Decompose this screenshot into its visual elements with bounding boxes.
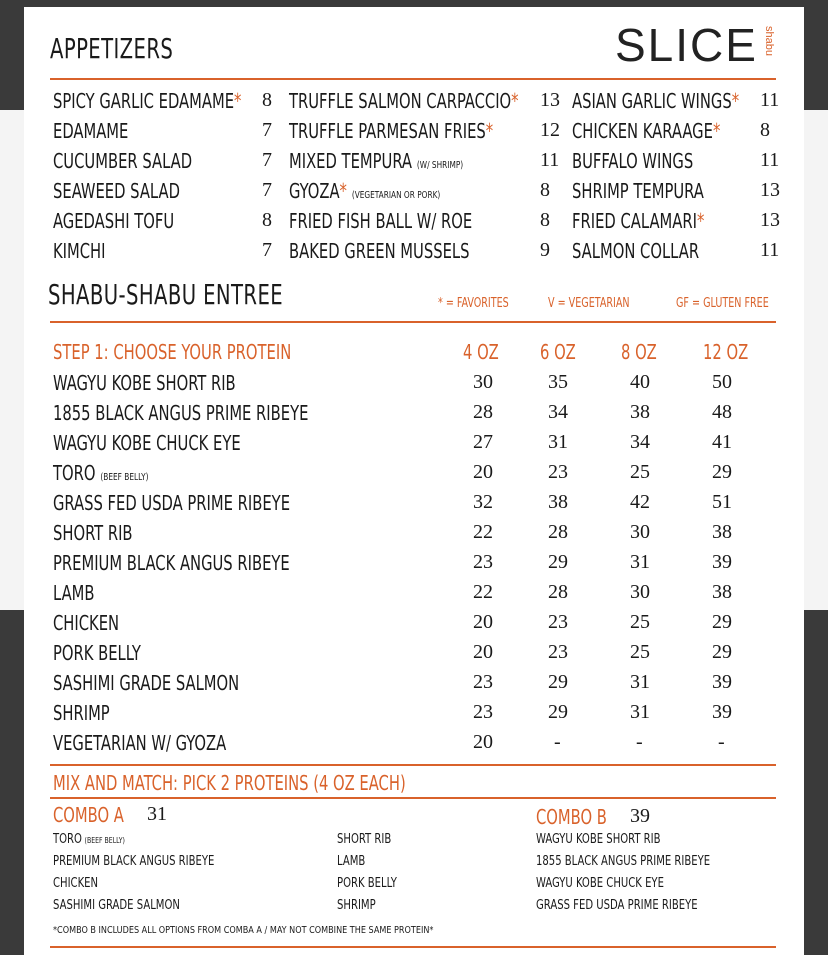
appetizer-price: 11 (760, 149, 780, 171)
protein-price: 25 (630, 461, 650, 483)
protein-price: 42 (630, 491, 650, 513)
combo-a-item: SHORT RIB (337, 832, 392, 847)
protein-price: 20 (473, 611, 493, 633)
entree-title: SHABU-SHABU ENTREE (48, 278, 284, 311)
logo-slice: SLICE (615, 19, 758, 71)
protein-price: - (554, 731, 561, 753)
background-page-left (0, 110, 24, 610)
protein-price: 34 (630, 431, 650, 453)
protein-name (53, 641, 141, 665)
appetizer-name: BAKED GREEN MUSSELS (289, 239, 470, 263)
protein-price: 25 (630, 641, 650, 663)
protein-price: 31 (630, 701, 650, 723)
protein-price: 23 (548, 611, 568, 633)
appetizer-name: FRIED CALAMARI* (572, 209, 705, 233)
combo-a-item: PORK BELLY (337, 876, 397, 891)
protein-price: 32 (473, 491, 493, 513)
protein-label: SHORT RIB (53, 521, 133, 545)
protein-name (53, 521, 133, 545)
protein-price: 20 (473, 641, 493, 663)
combo-a-item: SHRIMP (337, 898, 376, 913)
mix-title: MIX AND MATCH: PICK 2 PROTEINS (4 OZ EACH) (53, 771, 406, 795)
size-header: 12 OZ (703, 340, 749, 364)
appetizer-price: 8 (262, 89, 272, 111)
protein-price: 34 (548, 401, 568, 423)
protein-price: 38 (630, 401, 650, 423)
appetizer-price: 7 (262, 179, 272, 201)
combo-b-label: COMBO B (536, 805, 607, 829)
protein-price: 23 (473, 551, 493, 573)
protein-label: WAGYU KOBE SHORT RIB (53, 371, 236, 395)
protein-name (53, 371, 236, 395)
protein-price: 29 (712, 611, 732, 633)
appetizer-name: ASIAN GARLIC WINGS* (572, 89, 740, 113)
legend-item: V = VEGETARIAN (548, 296, 630, 311)
combo-item-label: CHICKEN (53, 876, 99, 891)
combo-b-item: 1855 BLACK ANGUS PRIME RIBEYE (536, 854, 711, 869)
combo-item-label: TORO (53, 832, 82, 847)
protein-price: 48 (712, 401, 732, 423)
appetizers-rule (50, 78, 776, 80)
appetizer-name: GYOZA* (VEGETARIAN OR PORK) (289, 179, 441, 203)
size-header: 4 OZ (463, 340, 499, 364)
protein-price: 39 (712, 701, 732, 723)
appetizer-price: 11 (540, 149, 560, 171)
protein-label: 1855 BLACK ANGUS PRIME RIBEYE (53, 401, 309, 425)
appetizer-name: AGEDASHI TOFU (53, 209, 175, 233)
protein-price: 39 (712, 551, 732, 573)
protein-label: CHICKEN (53, 611, 120, 635)
protein-price: 38 (712, 581, 732, 603)
protein-price: 30 (630, 521, 650, 543)
protein-label: SASHIMI GRADE SALMON (53, 671, 240, 695)
protein-price: 38 (548, 491, 568, 513)
protein-price: 29 (548, 671, 568, 693)
protein-price: 20 (473, 731, 493, 753)
protein-price: 20 (473, 461, 493, 483)
favorite-star: * (511, 89, 519, 113)
protein-name (53, 431, 241, 455)
combo-b-item: WAGYU KOBE CHUCK EYE (536, 876, 664, 891)
protein-name (53, 671, 239, 695)
appetizer-price: 13 (760, 209, 780, 231)
appetizer-price: 11 (760, 89, 780, 111)
protein-price: - (718, 731, 725, 753)
appetizer-name: SEAWEED SALAD (53, 179, 180, 203)
appetizer-name: BUFFALO WINGS (572, 149, 694, 173)
protein-label: PREMIUM BLACK ANGUS RIBEYE (53, 551, 290, 575)
combo-a-item (53, 832, 125, 847)
favorite-star: * (339, 179, 347, 203)
footer-rule (50, 946, 776, 948)
protein-price: 31 (630, 671, 650, 693)
protein-price: 29 (712, 641, 732, 663)
combo-a-price: 31 (147, 803, 167, 825)
protein-price: 22 (473, 581, 493, 603)
protein-price: 38 (712, 521, 732, 543)
protein-price: 29 (548, 701, 568, 723)
combo-b-price: 39 (630, 805, 650, 827)
protein-name (53, 551, 290, 575)
appetizer-price: 8 (262, 209, 272, 231)
protein-name (53, 611, 119, 635)
protein-price: 50 (712, 371, 732, 393)
protein-price: 51 (712, 491, 732, 513)
protein-price: 31 (630, 551, 650, 573)
protein-price: 23 (548, 461, 568, 483)
appetizer-price: 7 (262, 119, 272, 141)
appetizer-name: TRUFFLE PARMESAN FRIES* (289, 119, 494, 143)
combo-b-item: WAGYU KOBE SHORT RIB (536, 832, 661, 847)
protein-price: 35 (548, 371, 568, 393)
favorite-star: * (234, 89, 242, 113)
combo-item-note: (BEEF BELLY) (84, 836, 125, 845)
combo-a-item (53, 898, 180, 913)
protein-label: LAMB (53, 581, 95, 605)
favorite-star: * (696, 209, 705, 233)
appetizer-name: CHICKEN KARAAGE* (572, 119, 721, 143)
protein-price: 31 (548, 431, 568, 453)
appetizer-price: 13 (540, 89, 560, 111)
combo-item-label: SASHIMI GRADE SALMON (53, 898, 180, 913)
protein-price: 23 (473, 701, 493, 723)
protein-price: 29 (548, 551, 568, 573)
favorite-star: * (731, 89, 740, 113)
protein-name (53, 491, 290, 515)
protein-label: WAGYU KOBE CHUCK EYE (53, 431, 241, 455)
appetizer-price: 7 (262, 149, 272, 171)
protein-price: - (636, 731, 643, 753)
appetizer-name: SALMON COLLAR (572, 239, 700, 263)
appetizer-name: MIXED TEMPURA (W/ SHRIMP) (289, 149, 464, 173)
combo-a-item (53, 876, 98, 891)
appetizer-price: 13 (760, 179, 780, 201)
mix-rule-top (50, 764, 776, 766)
combo-b-item: GRASS FED USDA PRIME RIBEYE (536, 898, 698, 913)
size-header: 8 OZ (621, 340, 657, 364)
protein-price: 28 (548, 581, 568, 603)
appetizer-name: FRIED FISH BALL W/ ROE (289, 209, 473, 233)
combo-a-item: LAMB (337, 854, 366, 869)
protein-name (53, 581, 95, 605)
protein-price: 39 (712, 671, 732, 693)
appetizer-name: SHRIMP TEMPURA (572, 179, 704, 203)
size-header: 6 OZ (540, 340, 576, 364)
logo-shabu: shabu (763, 26, 775, 56)
protein-price: 28 (548, 521, 568, 543)
appetizer-note: (VEGETARIAN OR PORK) (351, 190, 441, 201)
protein-label: VEGETARIAN W/ GYOZA (53, 731, 227, 755)
appetizer-name: KIMCHI (53, 239, 106, 263)
appetizer-price: 11 (760, 239, 780, 261)
protein-price: 29 (712, 461, 732, 483)
appetizer-price: 8 (760, 119, 770, 141)
entree-rule (50, 321, 776, 323)
protein-price: 23 (473, 671, 493, 693)
appetizer-note: (W/ SHRIMP) (416, 160, 464, 171)
mix-rule-bottom (50, 797, 776, 799)
protein-price: 25 (630, 611, 650, 633)
background-page-right (804, 110, 828, 610)
combo-item-label: PREMIUM BLACK ANGUS RIBEYE (53, 854, 215, 869)
legend-item: * = FAVORITES (438, 296, 509, 311)
protein-price: 30 (473, 371, 493, 393)
protein-name (53, 701, 110, 725)
legend-item: GF = GLUTEN FREE (676, 296, 769, 311)
appetizer-price: 9 (540, 239, 550, 261)
favorite-star: * (712, 119, 721, 143)
protein-label: SHRIMP (53, 701, 110, 725)
protein-label: PORK BELLY (53, 641, 141, 665)
protein-price: 27 (473, 431, 493, 453)
appetizer-price: 8 (540, 179, 550, 201)
protein-price: 40 (630, 371, 650, 393)
appetizers-title: APPETIZERS (50, 32, 174, 65)
favorite-star: * (485, 119, 494, 143)
step-label: STEP 1: CHOOSE YOUR PROTEIN (53, 340, 292, 364)
appetizer-name: TRUFFLE SALMON CARPACCIO* (289, 89, 519, 113)
protein-label: GRASS FED USDA PRIME RIBEYE (53, 491, 291, 515)
protein-price: 28 (473, 401, 493, 423)
protein-price: 22 (473, 521, 493, 543)
combo-a-item (53, 854, 214, 869)
protein-label: TORO (53, 461, 96, 485)
appetizer-price: 12 (540, 119, 560, 141)
protein-name (53, 401, 308, 425)
appetizer-name: CUCUMBER SALAD (53, 149, 193, 173)
protein-price: 30 (630, 581, 650, 603)
appetizer-name: SPICY GARLIC EDAMAME* (53, 89, 242, 113)
combo-footnote: *COMBO B INCLUDES ALL OPTIONS FROM COMBA A / MAY NOT COMBINE THE SAME PROTEIN* (53, 925, 434, 936)
protein-name (53, 461, 148, 485)
appetizer-name: EDAMAME (53, 119, 129, 143)
protein-note: (BEEF BELLY) (100, 472, 149, 483)
appetizer-price: 7 (262, 239, 272, 261)
appetizer-price: 8 (540, 209, 550, 231)
protein-name (53, 731, 226, 755)
combo-a-label: COMBO A (53, 803, 124, 827)
protein-price: 41 (712, 431, 732, 453)
protein-price: 23 (548, 641, 568, 663)
